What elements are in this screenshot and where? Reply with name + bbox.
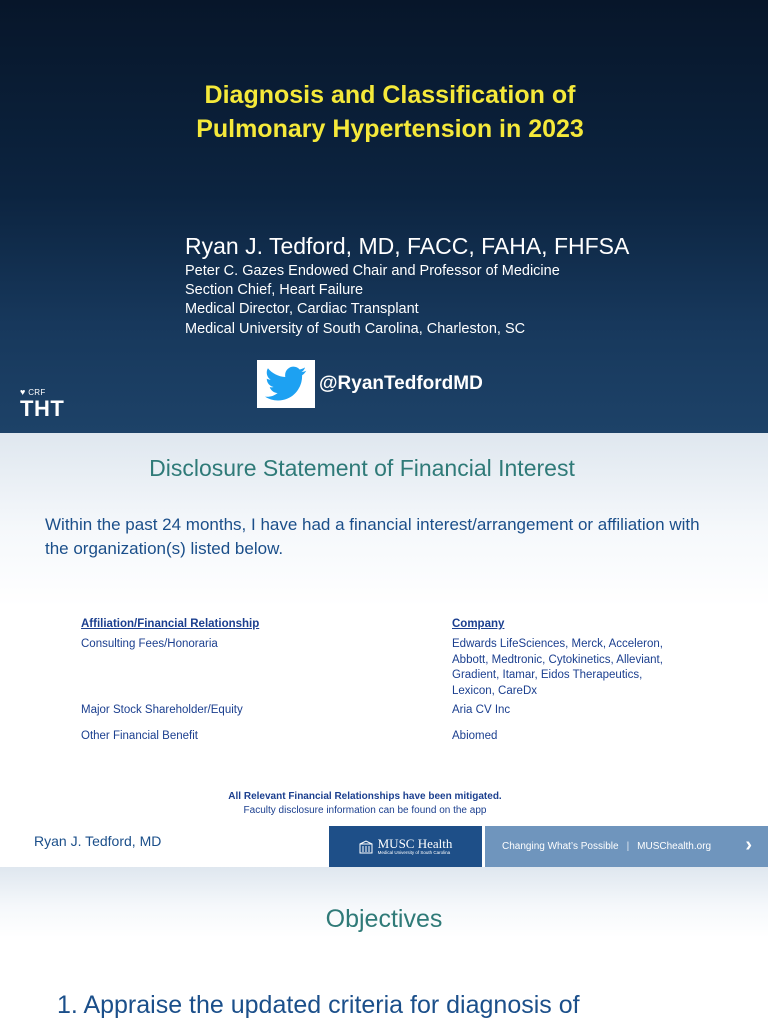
relationship-cell: Consulting Fees/Honoraria [81,638,218,650]
title-slide [0,0,768,433]
twitter-logo-box [257,360,315,408]
credential-line: Peter C. Gazes Endowed Chair and Professor of Medicine [185,263,560,279]
relationship-cell: Major Stock Shareholder/Equity [81,704,243,716]
disclosure-heading: Disclosure Statement of Financial Interest [149,455,575,481]
musc-logo-name: MUSC Health [377,836,453,851]
objective-number: 1. [57,991,78,1019]
company-line: Edwards LifeSciences, Merck, Acceleron, [452,638,663,650]
faculty-note: Faculty disclosure information can be found on the app [243,805,487,816]
company-cell: Aria CV Inc [452,704,511,716]
musc-tagline: Changing What’s Possible [502,841,619,852]
crf-heart-icon: ♥ [20,387,26,397]
footer-presenter-name: Ryan J. Tedford, MD [34,833,162,849]
presenter-name: Ryan J. Tedford, MD, FACC, FAHA, FHFSA [185,233,630,259]
credential-line: Medical University of South Carolina, Charleston, SC [185,320,526,337]
musc-url-link[interactable]: MUSChealth.org [637,841,712,852]
objectives-slide [0,867,768,1024]
musc-logo-subtitle: Medical University of South Carolina [377,850,451,855]
slide-title-line-1: Diagnosis and Classification of [204,81,576,109]
musc-health-logo [329,826,482,867]
tht-logo-text: THT [20,396,65,421]
twitter-bird-icon [265,366,307,402]
company-line: Lexicon, CareDx [452,684,538,697]
twitter-handle[interactable]: @RyanTedfordMD [319,373,483,394]
chevron-right-icon[interactable]: › [745,834,752,856]
objective-text: Appraise the updated criteria for diagnosis of [83,991,580,1019]
mitigation-statement: All Relevant Financial Relationships have been mitigated. [228,791,502,802]
slide-title [0,78,768,146]
relationship-cell: Other Financial Benefit [81,730,198,742]
disclosure-intro: Within the past 24 months, I have had a financial interest/arrangement or affiliation with the organization(s) listed below. [45,515,700,558]
company-line: Abbott, Medtronic, Cytokinetics, Alleviant, [452,653,663,666]
crf-logo-text: CRF [28,388,46,397]
musc-footer-band [485,826,768,867]
musc-separator: | [626,841,630,852]
credential-line: Section Chief, Heart Failure [185,282,364,299]
credential-line: Medical Director, Cardiac Transplant [185,301,419,318]
company-cell [452,637,663,699]
musc-building-icon [359,840,373,854]
objectives-heading: Objectives [325,905,443,933]
company-cell: Abiomed [452,730,498,742]
crf-tht-logo [20,388,64,421]
slide-title-line-2: Pulmonary Hypertension in 2023 [196,115,584,143]
company-line: Gradient, Itamar, Eidos Therapeutics, [452,669,643,681]
objective-item [57,991,580,1020]
disclosure-slide [0,433,768,867]
table-header-company: Company [452,618,505,630]
table-header-relationship: Affiliation/Financial Relationship [81,618,260,630]
presenter-credentials [185,262,560,339]
